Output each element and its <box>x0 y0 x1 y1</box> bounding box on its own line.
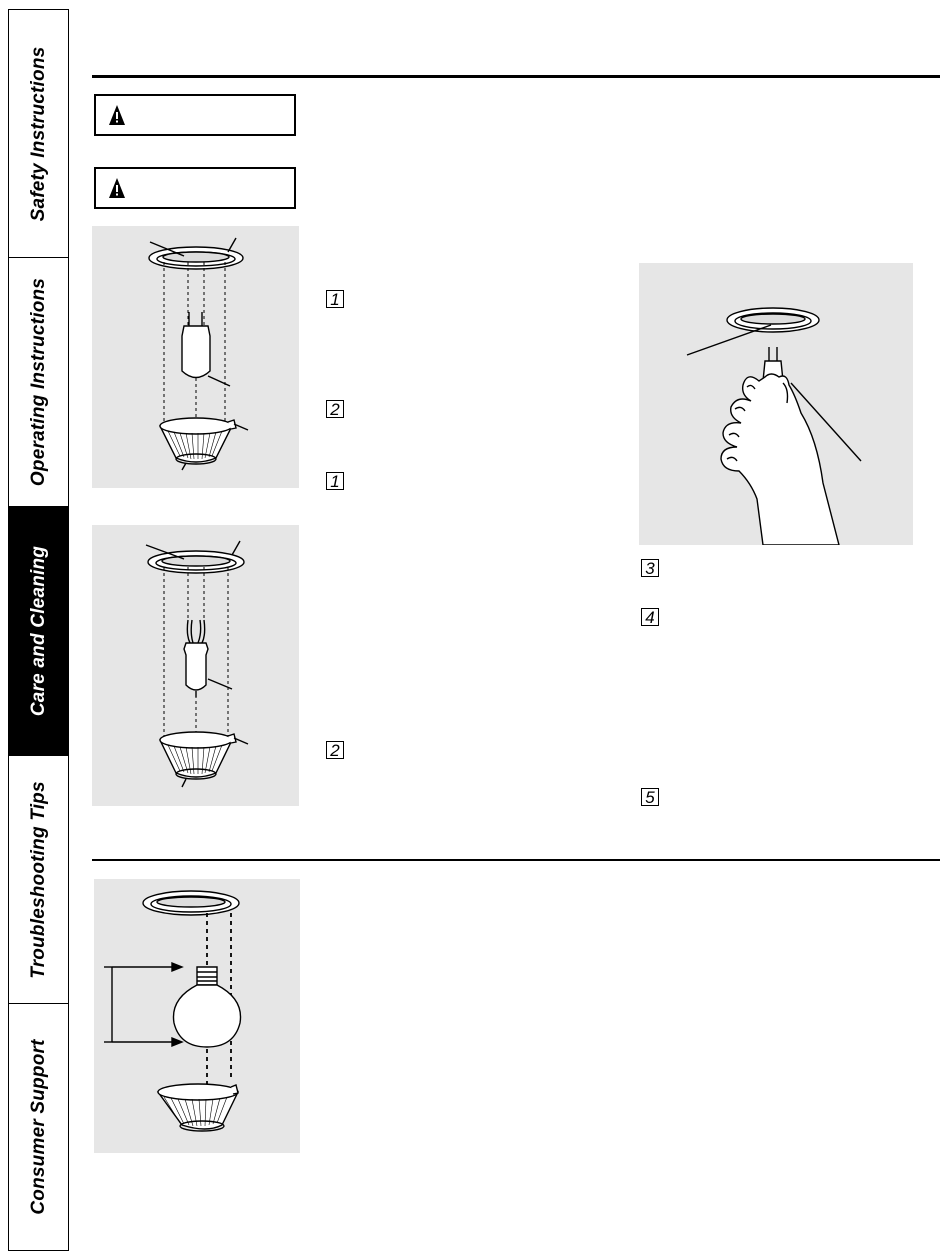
step-2-marker: 2 <box>326 741 344 759</box>
tab-troubleshooting-tips[interactable] <box>9 756 68 1004</box>
step-1-marker: 1 <box>326 472 344 490</box>
tab-consumer-support[interactable] <box>9 1004 68 1250</box>
appliance-bulb-diagram <box>94 879 300 1153</box>
warning-box <box>94 94 296 136</box>
figure-appliance-bulb <box>94 879 300 1153</box>
section-rule-top <box>92 75 940 78</box>
tab-label: Troubleshooting Tips <box>27 780 49 979</box>
section-rule-middle <box>92 859 940 861</box>
tab-operating-instructions[interactable] <box>9 258 68 507</box>
step-5-marker: 5 <box>641 788 659 806</box>
step-4-marker: 4 <box>641 608 659 626</box>
figure-halogen-bulb <box>92 226 299 488</box>
warning-triangle-icon <box>108 104 126 126</box>
step-2-marker: 2 <box>326 400 344 418</box>
hand-removing-bulb-diagram <box>639 263 913 545</box>
bi-pin-bulb-diagram <box>92 525 299 806</box>
figure-hand-removing-bulb <box>639 263 913 545</box>
step-1-marker: 1 <box>326 290 344 308</box>
tab-safety-instructions[interactable] <box>9 10 68 258</box>
tab-label: Care and Cleaning <box>27 545 49 717</box>
warning-triangle-icon <box>108 177 126 199</box>
tab-label: Consumer Support <box>27 1039 49 1215</box>
warning-box <box>94 167 296 209</box>
tab-label: Safety Instructions <box>27 46 49 221</box>
step-3-marker: 3 <box>641 559 659 577</box>
halogen-bulb-diagram <box>92 226 299 488</box>
tab-label: Operating Instructions <box>27 277 49 487</box>
section-tabs <box>8 9 69 1251</box>
tab-care-and-cleaning[interactable] <box>9 507 68 756</box>
figure-bi-pin-bulb <box>92 525 299 806</box>
